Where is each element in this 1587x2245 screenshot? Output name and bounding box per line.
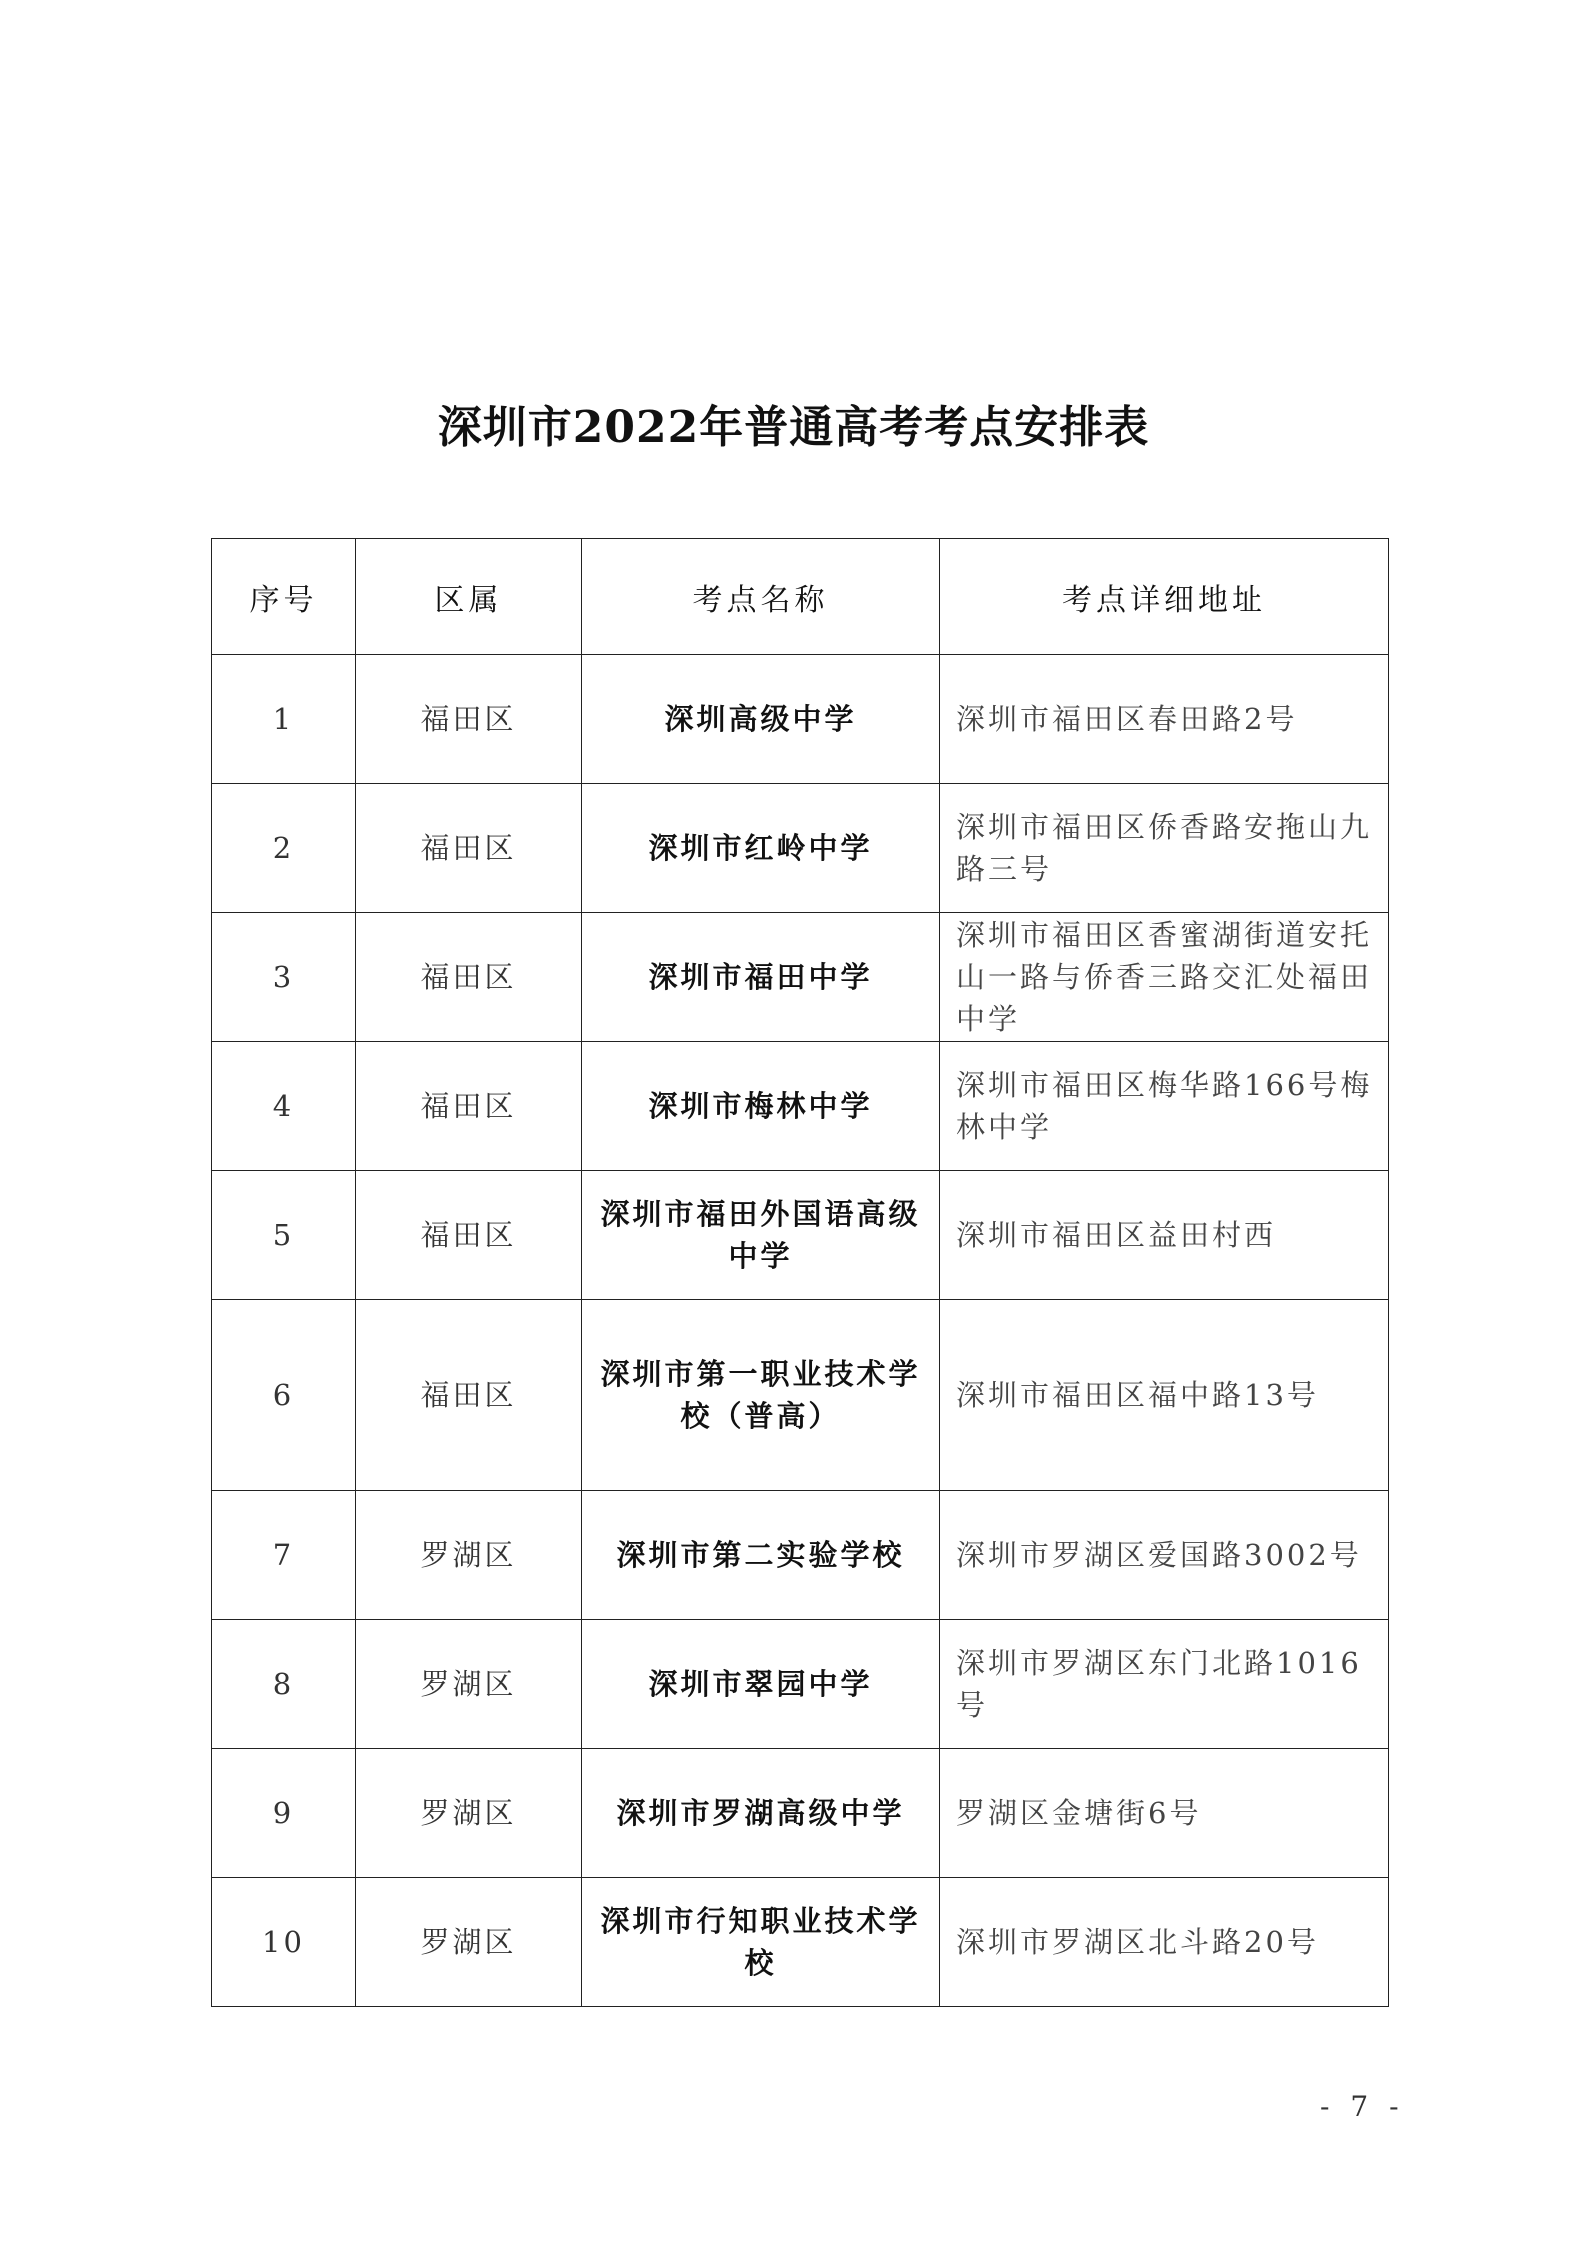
row-serial: 7 bbox=[212, 1491, 356, 1620]
row-serial: 2 bbox=[212, 784, 356, 913]
row-serial: 9 bbox=[212, 1749, 356, 1878]
table-row bbox=[212, 1491, 1389, 1620]
row-district: 福田区 bbox=[356, 913, 582, 1042]
row-site-name: 深圳市第一职业技术学校（普高） bbox=[582, 1300, 940, 1491]
row-district: 福田区 bbox=[356, 1042, 582, 1171]
table-row bbox=[212, 1749, 1389, 1878]
row-site-name: 深圳市翠园中学 bbox=[582, 1620, 940, 1749]
row-district: 福田区 bbox=[356, 1300, 582, 1491]
row-site-name: 深圳市行知职业技术学校 bbox=[582, 1878, 940, 2007]
row-site-name: 深圳市梅林中学 bbox=[582, 1042, 940, 1171]
row-site-name: 深圳市福田外国语高级中学 bbox=[582, 1171, 940, 1300]
row-site-address: 深圳市福田区福中路13号 bbox=[940, 1300, 1389, 1491]
row-serial: 8 bbox=[212, 1620, 356, 1749]
row-serial: 3 bbox=[212, 913, 356, 1042]
header-serial: 序号 bbox=[212, 539, 356, 655]
row-district: 罗湖区 bbox=[356, 1878, 582, 2007]
row-site-address: 深圳市福田区香蜜湖街道安托山一路与侨香三路交汇处福田中学 bbox=[940, 913, 1389, 1042]
header-site-address: 考点详细地址 bbox=[940, 539, 1389, 655]
row-serial: 6 bbox=[212, 1300, 356, 1491]
row-site-address: 深圳市福田区梅华路166号梅林中学 bbox=[940, 1042, 1389, 1171]
row-site-address: 深圳市福田区侨香路安拖山九路三号 bbox=[940, 784, 1389, 913]
row-district: 罗湖区 bbox=[356, 1491, 582, 1620]
row-serial: 5 bbox=[212, 1171, 356, 1300]
table-row bbox=[212, 1042, 1389, 1171]
row-site-name: 深圳市福田中学 bbox=[582, 913, 940, 1042]
row-site-name: 深圳市红岭中学 bbox=[582, 784, 940, 913]
table-row bbox=[212, 655, 1389, 784]
row-district: 罗湖区 bbox=[356, 1620, 582, 1749]
row-site-name: 深圳高级中学 bbox=[582, 655, 940, 784]
table-header-row bbox=[212, 539, 1389, 655]
row-serial: 1 bbox=[212, 655, 356, 784]
row-serial: 10 bbox=[212, 1878, 356, 2007]
header-district: 区属 bbox=[356, 539, 582, 655]
row-serial: 4 bbox=[212, 1042, 356, 1171]
page-title: 深圳市2022年普通高考考点安排表 bbox=[437, 402, 1150, 453]
row-site-address: 深圳市福田区春田路2号 bbox=[940, 655, 1389, 784]
row-site-address: 深圳市罗湖区爱国路3002号 bbox=[940, 1491, 1389, 1620]
table-row bbox=[212, 913, 1389, 1042]
row-district: 福田区 bbox=[356, 784, 582, 913]
table-row bbox=[212, 1620, 1389, 1749]
row-site-address: 深圳市罗湖区东门北路1016号 bbox=[940, 1620, 1389, 1749]
table-row bbox=[212, 784, 1389, 913]
row-site-address: 深圳市罗湖区北斗路20号 bbox=[940, 1878, 1389, 2007]
row-site-address: 罗湖区金塘街6号 bbox=[940, 1749, 1389, 1878]
row-district: 福田区 bbox=[356, 655, 582, 784]
exam-site-table bbox=[211, 538, 1389, 2007]
table-row bbox=[212, 1300, 1389, 1491]
row-district: 福田区 bbox=[356, 1171, 582, 1300]
row-district: 罗湖区 bbox=[356, 1749, 582, 1878]
row-site-name: 深圳市罗湖高级中学 bbox=[582, 1749, 940, 1878]
row-site-name: 深圳市第二实验学校 bbox=[582, 1491, 940, 1620]
header-site-name: 考点名称 bbox=[582, 539, 940, 655]
table-row bbox=[212, 1878, 1389, 2007]
page-number: - 7 - bbox=[1320, 2090, 1405, 2123]
table-row bbox=[212, 1171, 1389, 1300]
row-site-address: 深圳市福田区益田村西 bbox=[940, 1171, 1389, 1300]
